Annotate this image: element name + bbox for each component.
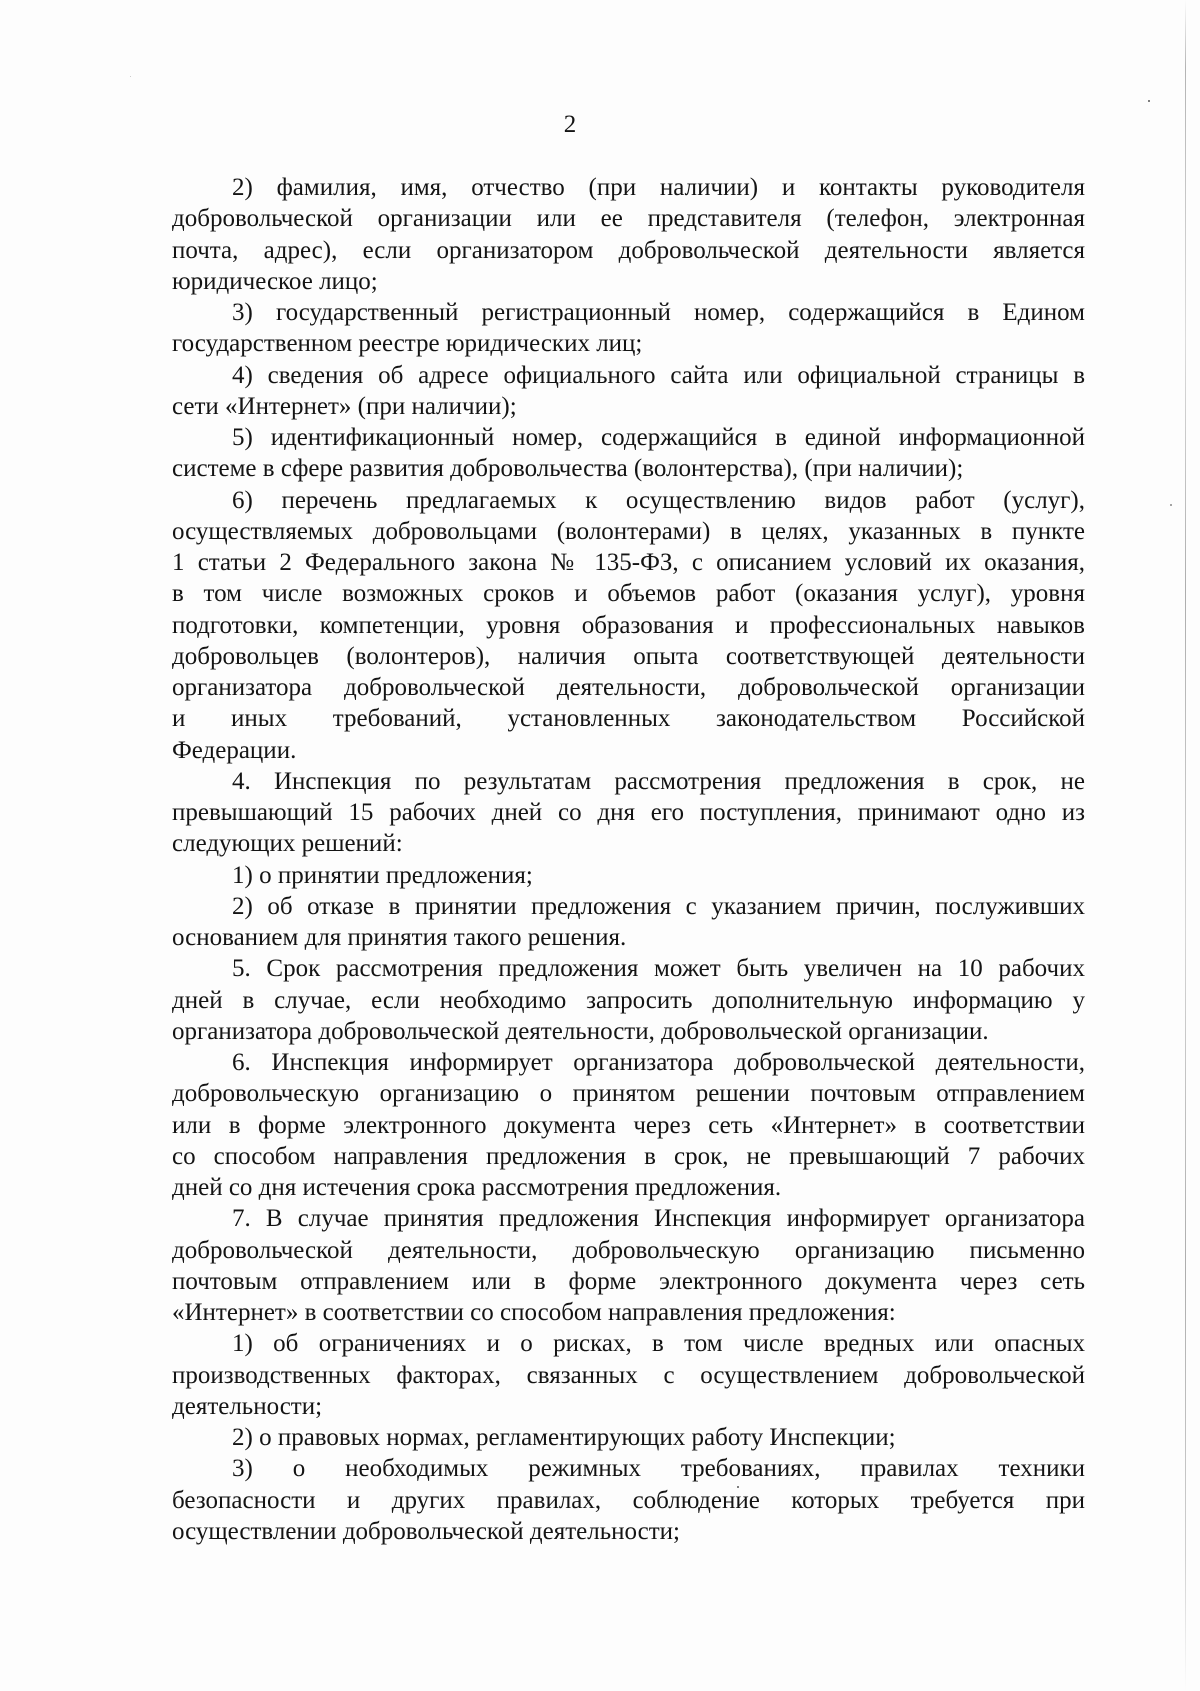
text-line: 4) сведения об адресе официального сайта или официальной страницы в — [232, 361, 1085, 389]
paragraph — [172, 297, 1085, 360]
text-line: производственных факторах, связанных с осуществлением добровольческой — [172, 1361, 1085, 1389]
paragraph — [172, 1453, 1085, 1547]
scan-speck — [130, 76, 131, 77]
text-line: юридическое лицо; — [172, 267, 378, 295]
text-line: 2) об отказе в принятии предложения с указанием причин, послуживших — [232, 892, 1085, 920]
text-line: 7. В случае принятия предложения Инспекция информирует организатора — [232, 1205, 1085, 1233]
text-line: или в форме электронного документа через сеть «Интернет» в соответствии — [172, 1111, 1085, 1139]
text-line: 6. Инспекция информирует организатора добровольческой деятельности, — [232, 1049, 1085, 1076]
text-line: 2) фамилия, имя, отчество (при наличии) и контакты руководителя — [232, 174, 1085, 201]
text-line: осуществлении добровольческой деятельности; — [172, 1517, 680, 1545]
scan-speck — [1148, 100, 1150, 102]
paragraph — [172, 1047, 1085, 1203]
text-line: осуществляемых добровольцами (волонтерами) в целях, указанных в пункте — [172, 517, 1085, 545]
paragraph — [172, 172, 1085, 297]
text-line: подготовки, компетенции, уровня образования и профессиональных навыков — [172, 611, 1085, 639]
paragraph — [172, 485, 1085, 766]
text-line: следующих решений: — [172, 830, 403, 858]
scan-edge-artifact — [1185, 0, 1186, 1691]
paragraph — [172, 891, 1085, 954]
text-line: деятельности; — [172, 1392, 323, 1420]
text-line: в том числе возможных сроков и объемов работ (оказания услуг), уровня — [172, 580, 1085, 608]
text-line: со способом направления предложения в срок, не превышающий 7 рабочих — [172, 1142, 1085, 1170]
text-line: «Интернет» в соответствии со способом направления предложения: — [172, 1299, 896, 1326]
text-line: Федерации. — [172, 736, 297, 764]
paragraph — [172, 1422, 1085, 1453]
text-line: безопасности и других правилах, соблюдение которых требуется при — [172, 1486, 1085, 1514]
text-line: 2) о правовых нормах, регламентирующих работу Инспекции; — [232, 1424, 896, 1451]
paragraph — [172, 953, 1085, 1047]
paragraph — [172, 1203, 1085, 1328]
paragraph — [172, 1328, 1085, 1422]
text-line: добровольческой организации или ее представителя (телефон, электронная — [172, 205, 1085, 233]
paragraph — [172, 766, 1085, 860]
paragraph — [172, 422, 1085, 485]
text-line: организатора добровольческой деятельности, добровольческой организации — [172, 674, 1085, 701]
text-line: добровольцев (волонтеров), наличия опыта соответствующей деятельности — [172, 642, 1085, 670]
text-line: сети «Интернет» (при наличии); — [172, 392, 517, 420]
text-line: 3) государственный регистрационный номер, содержащийся в Едином — [232, 299, 1085, 326]
text-line: почтовым отправлением или в форме электронного документа через сеть — [172, 1267, 1085, 1295]
text-line: организатора добровольческой деятельности, добровольческой организации. — [172, 1017, 989, 1045]
text-line: и иных требований, установленных законодательством Российской — [172, 705, 1085, 733]
paragraph — [172, 860, 1085, 891]
text-line: 1 статьи 2 Федерального закона № 135-ФЗ, с описанием условий их оказания, — [172, 549, 1085, 576]
text-line: добровольческой деятельности, добровольческую организацию письменно — [172, 1236, 1085, 1264]
text-line: 1) о принятии предложения; — [232, 861, 533, 889]
text-line: 5. Срок рассмотрения предложения может быть увеличен на 10 рабочих — [232, 955, 1085, 983]
text-line: почта, адрес), если организатором добровольческой деятельности является — [172, 236, 1085, 264]
page-number: 2 — [563, 111, 577, 138]
text-line: превышающий 15 рабочих дней со дня его поступления, принимают одно из — [172, 799, 1085, 826]
paragraph — [172, 360, 1085, 423]
document-body — [172, 172, 1085, 1547]
text-line: 6) перечень предлагаемых к осуществлению видов работ (услуг), — [232, 486, 1085, 514]
text-line: 3) о необходимых режимных требованиях, правилах техники — [232, 1455, 1085, 1483]
text-line: 1) об ограничениях и о рисках, в том числе вредных или опасных — [232, 1330, 1085, 1358]
scan-speck — [1170, 504, 1172, 506]
text-line: добровольческую организацию о принятом решении почтовым отправлением — [172, 1080, 1085, 1108]
text-line: дней со дня истечения срока рассмотрения предложения. — [172, 1174, 782, 1201]
text-line: дней в случае, если необходимо запросить дополнительную информацию у — [172, 986, 1085, 1014]
text-line: основанием для принятия такого решения. — [172, 924, 627, 951]
text-line: системе в сфере развития добровольчества (волонтерства), (при наличии); — [172, 455, 964, 483]
text-line: 5) идентификационный номер, содержащийся в единой информационной — [232, 424, 1085, 451]
text-line: 4. Инспекция по результатам рассмотрения предложения в срок, не — [232, 767, 1085, 795]
text-line: государственном реестре юридических лиц; — [172, 330, 643, 358]
